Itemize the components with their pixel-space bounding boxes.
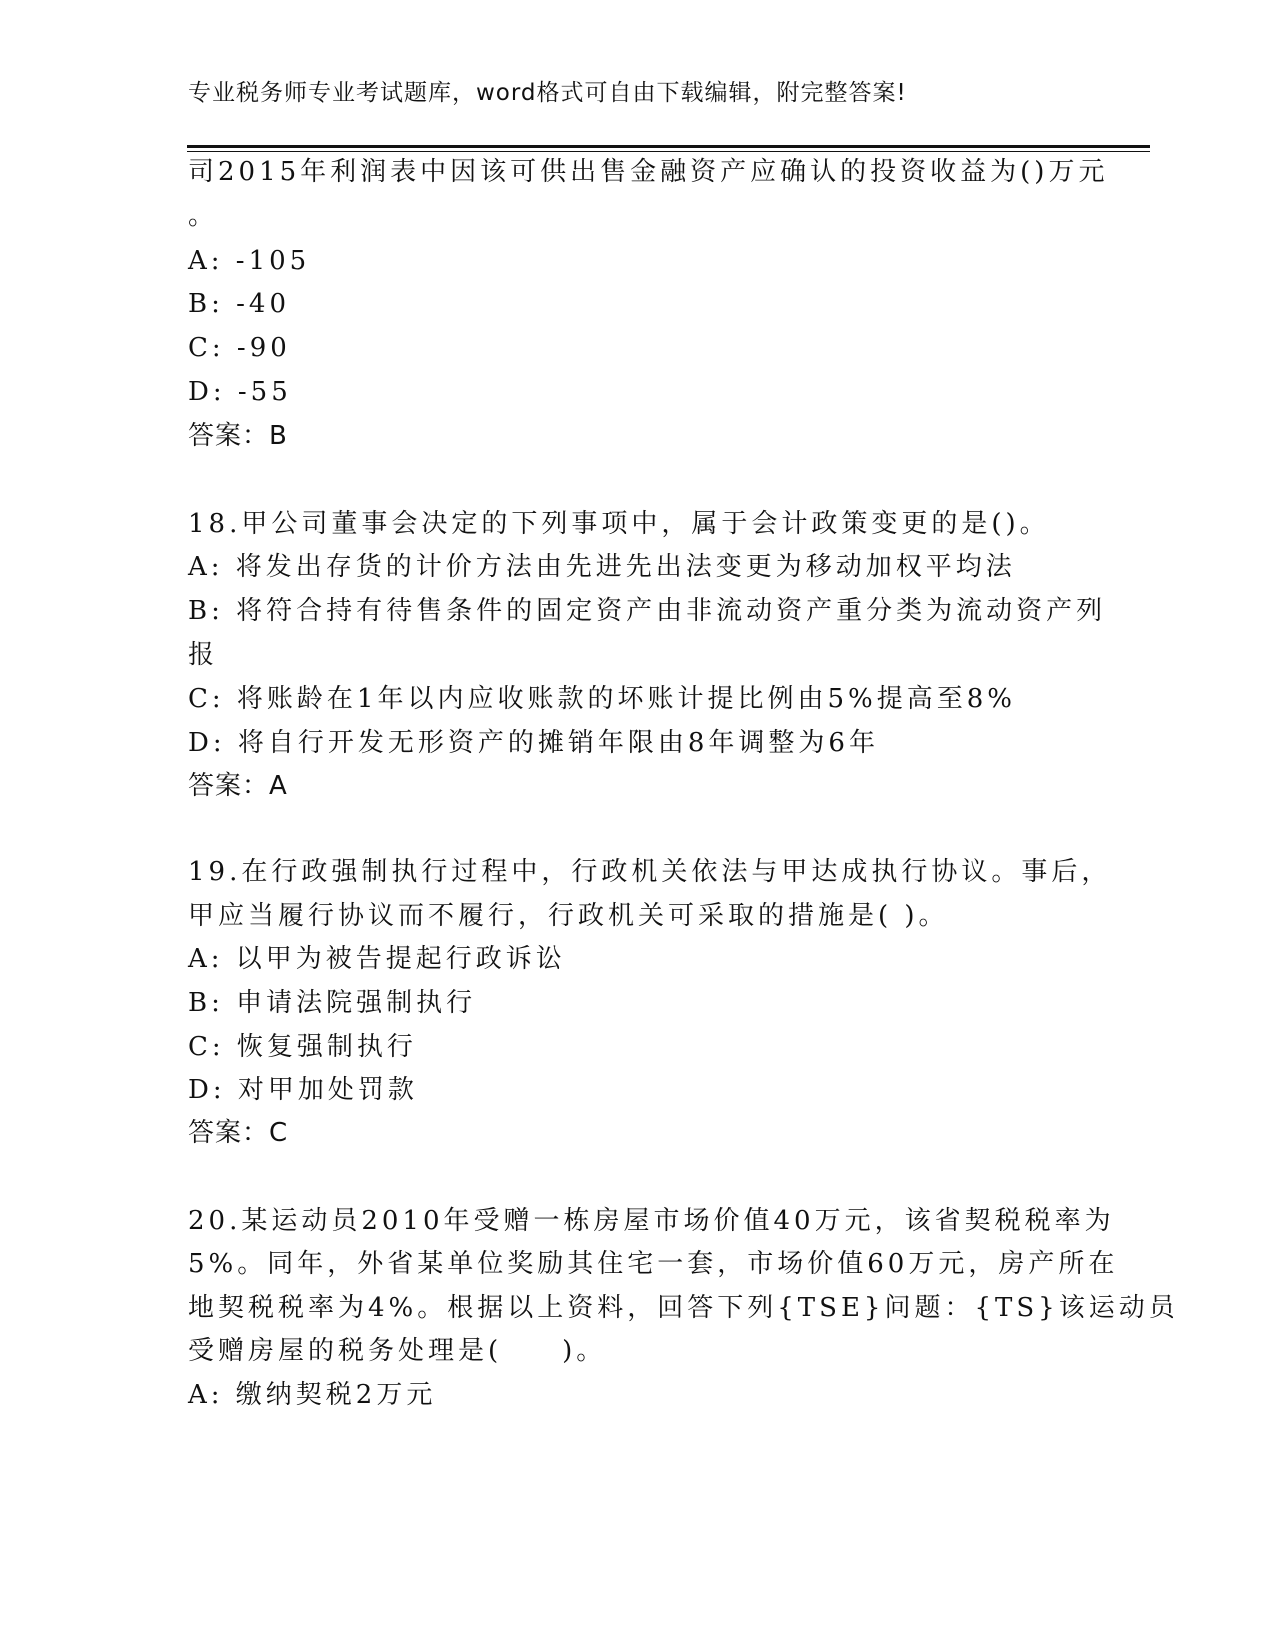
q20-option-a: A: 缴纳契税2万元 <box>188 1380 437 1410</box>
q17-option-d: D: -55 <box>188 377 292 407</box>
header-rule-thin <box>187 151 1150 152</box>
q19-option-d: D: 对甲加处罚款 <box>188 1075 418 1105</box>
q19-option-c: C: 恢复强制执行 <box>188 1032 417 1062</box>
q18-option-a: A: 将发出存货的计价方法由先进先出法变更为移动加权平均法 <box>188 552 1016 582</box>
q19-answer: 答案：C <box>188 1118 289 1148</box>
q17-answer: 答案：B <box>188 421 288 451</box>
q17-option-a: A: -105 <box>188 246 311 276</box>
q18-option-d: D: 将自行开发无形资产的摊销年限由8年调整为6年 <box>188 728 879 758</box>
q17-option-b: B: -40 <box>188 289 290 319</box>
q18-option-c: C: 将账龄在1年以内应收账款的坏账计提比例由5%提高至8% <box>188 684 1016 714</box>
q18-stem-line-1: 18.甲公司董事会决定的下列事项中，属于会计政策变更的是()。 <box>188 509 1050 539</box>
q19-stem-line-2: 甲应当履行协议而不履行，行政机关可采取的措施是( )。 <box>188 901 949 931</box>
q19-option-a: A: 以甲为被告提起行政诉讼 <box>188 944 566 974</box>
q18-option-b: B: 将符合持有待售条件的固定资产由非流动资产重分类为流动资产列 <box>188 596 1107 626</box>
q20-stem-line-4: 受赠房屋的税务处理是( )。 <box>188 1336 607 1366</box>
q19-option-b: B: 申请法院强制执行 <box>188 988 477 1018</box>
q17-stem-line-2: 。 <box>188 201 219 231</box>
q18-answer: 答案：A <box>188 771 288 801</box>
q20-stem-line-2: 5%。同年，外省某单位奖励其住宅一套，市场价值60万元，房产所在 <box>188 1249 1119 1279</box>
q17-option-c: C: -90 <box>188 333 291 363</box>
page-header: 专业税务师专业考试题库，word格式可自由下载编辑，附完整答案! <box>188 80 907 106</box>
q18-option-b-cont: 报 <box>188 640 219 670</box>
q20-stem-line-1: 20.某运动员2010年受赠一栋房屋市场价值40万元，该省契税税率为 <box>188 1206 1115 1236</box>
q17-stem-line-1: 司2015年利润表中因该可供出售金融资产应确认的投资收益为()万元 <box>188 157 1109 187</box>
header-rule-thick <box>187 145 1150 148</box>
q20-stem-line-3: 地契税税率为4%。根据以上资料，回答下列{TSE}问题：{TS}该运动员 <box>188 1293 1179 1323</box>
q19-stem-line-1: 19.在行政强制执行过程中，行政机关依法与甲达成执行协议。事后， <box>188 857 1112 887</box>
